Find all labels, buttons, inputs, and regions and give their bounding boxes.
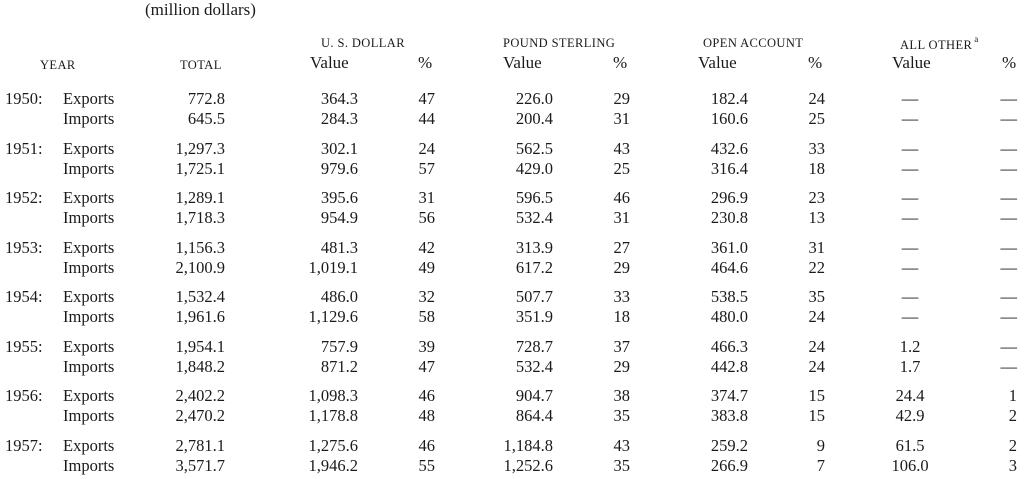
cell-gbp-value: 429.0	[515, 158, 553, 178]
cell-total: 645.5	[187, 109, 225, 128]
cell-other-value: —	[901, 257, 919, 277]
cell-usd-pct: 42	[418, 237, 435, 257]
cell-gbp-pct: 31	[613, 109, 630, 128]
cell-gbp-value: 904.7	[515, 386, 553, 405]
cell-open-value: 361.0	[710, 237, 748, 257]
cell-total: 2,470.2	[175, 406, 225, 425]
cell-gbp-value: 351.9	[515, 307, 553, 326]
row-kind: Exports	[63, 386, 115, 405]
row-kind: Imports	[63, 356, 115, 376]
cell-open-pct: 25	[808, 109, 825, 128]
cell-open-pct: 9	[816, 435, 825, 455]
header-value-other: Value	[892, 53, 931, 72]
cell-other-pct: —	[1000, 356, 1017, 376]
cell-gbp-value: 1,252.6	[503, 455, 553, 475]
cell-gbp-pct: 25	[613, 158, 630, 178]
header-value-usd: Value	[310, 53, 349, 72]
cell-other-pct: —	[1000, 89, 1017, 108]
row-kind: Imports	[63, 257, 115, 277]
cell-other-pct: —	[1000, 237, 1017, 257]
cell-open-pct: 35	[808, 287, 825, 306]
cell-gbp-pct: 43	[613, 435, 630, 455]
cell-gbp-value: 507.7	[515, 287, 553, 306]
cell-open-value: 442.8	[710, 356, 748, 376]
cell-usd-value: 1,275.6	[308, 435, 358, 455]
cell-other-pct: —	[1000, 336, 1017, 356]
cell-open-value: 316.4	[710, 158, 748, 178]
cell-usd-pct: 55	[418, 455, 435, 475]
cell-usd-value: 979.6	[320, 158, 358, 178]
cell-usd-value: 757.9	[320, 336, 358, 356]
cell-other-pct: —	[1000, 158, 1017, 178]
cell-usd-pct: 47	[418, 89, 435, 108]
cell-other-pct: —	[1000, 257, 1017, 277]
cell-usd-pct: 56	[418, 208, 435, 227]
cell-usd-pct: 32	[418, 287, 435, 306]
cell-total: 2,781.1	[175, 435, 225, 455]
cell-total: 772.8	[187, 89, 225, 108]
cell-gbp-pct: 46	[613, 188, 630, 207]
cell-gbp-pct: 33	[613, 287, 630, 306]
header-pct-other: %	[1002, 53, 1017, 72]
cell-gbp-pct: 38	[613, 386, 630, 405]
cell-open-value: 464.6	[710, 257, 748, 277]
cell-open-value: 466.3	[710, 336, 748, 356]
cell-open-pct: 15	[808, 386, 825, 405]
cell-open-value: 266.9	[710, 455, 748, 475]
cell-open-pct: 23	[808, 188, 825, 207]
cell-other-pct: 2	[1008, 406, 1017, 425]
row-kind: Exports	[63, 336, 115, 356]
cell-other-value: —	[901, 287, 919, 306]
cell-open-value: 296.9	[710, 188, 748, 207]
row-kind: Exports	[63, 435, 115, 455]
cell-usd-value: 1,098.3	[308, 386, 358, 405]
header-all-other	[900, 36, 979, 53]
row-year: 1954:	[5, 287, 43, 306]
row-kind: Imports	[63, 307, 115, 326]
cell-usd-pct: 31	[418, 188, 435, 207]
header-open-account: OPEN ACCOUNT	[703, 36, 804, 50]
cell-other-value: —	[901, 89, 919, 108]
cell-open-value: 432.6	[710, 138, 748, 158]
cell-gbp-pct: 27	[613, 237, 630, 257]
cell-other-value: 1.7	[899, 356, 921, 376]
header-value-gbp: Value	[503, 53, 542, 72]
row-year: 1955:	[5, 336, 43, 356]
cell-open-pct: 24	[808, 336, 825, 356]
cell-other-value: —	[901, 109, 919, 128]
cell-gbp-pct: 35	[613, 455, 630, 475]
row-kind: Imports	[63, 455, 115, 475]
cell-gbp-pct: 37	[613, 336, 630, 356]
cell-other-value: 42.9	[895, 406, 925, 425]
cell-gbp-pct: 35	[613, 406, 630, 425]
cell-other-value: —	[901, 188, 919, 207]
cell-open-pct: 15	[808, 406, 825, 425]
cell-gbp-value: 1,184.8	[503, 435, 553, 455]
cell-open-pct: 22	[808, 257, 825, 277]
cell-other-value: 24.4	[895, 386, 925, 405]
cell-gbp-pct: 29	[613, 89, 630, 108]
cell-usd-value: 1,178.8	[308, 406, 358, 425]
cell-gbp-value: 200.4	[515, 109, 553, 128]
cell-open-pct: 18	[808, 158, 825, 178]
cell-total: 1,289.1	[175, 188, 225, 207]
cell-other-value: —	[901, 158, 919, 178]
cell-gbp-pct: 31	[613, 208, 630, 227]
row-year: 1957:	[5, 435, 43, 455]
cell-usd-pct: 39	[418, 336, 435, 356]
cell-other-pct: —	[1000, 138, 1017, 158]
row-kind: Exports	[63, 237, 115, 257]
header-total: TOTAL	[180, 58, 222, 72]
cell-other-pct: —	[1000, 307, 1017, 326]
header-pct-gbp: %	[613, 53, 628, 72]
cell-usd-pct: 46	[418, 435, 435, 455]
cell-usd-value: 395.6	[320, 188, 358, 207]
row-kind: Exports	[63, 287, 115, 306]
row-year: 1956:	[5, 386, 43, 405]
cell-other-value: 1.2	[899, 336, 921, 356]
cell-total: 1,961.6	[175, 307, 225, 326]
cell-usd-value: 954.9	[320, 208, 358, 227]
cell-usd-value: 1,019.1	[308, 257, 358, 277]
cell-usd-value: 1,129.6	[308, 307, 358, 326]
header-us-dollar: U. S. DOLLAR	[321, 36, 405, 50]
cell-gbp-pct: 18	[613, 307, 630, 326]
cell-other-pct: 3	[1008, 455, 1017, 475]
cell-open-pct: 24	[808, 307, 825, 326]
cell-usd-pct: 46	[418, 386, 435, 405]
footnote-mark: a	[974, 34, 979, 44]
header-pct-usd: %	[418, 53, 433, 72]
cell-other-value: —	[901, 208, 919, 227]
header-value-open: Value	[698, 53, 737, 72]
row-kind: Imports	[63, 208, 115, 227]
unit-note: (million dollars)	[145, 0, 256, 19]
cell-other-value: —	[901, 237, 919, 257]
row-kind: Imports	[63, 406, 115, 425]
cell-other-pct: —	[1000, 208, 1017, 227]
row-year: 1951:	[5, 138, 43, 158]
cell-usd-value: 302.1	[320, 138, 358, 158]
cell-usd-pct: 57	[418, 158, 435, 178]
cell-open-pct: 33	[808, 138, 825, 158]
cell-usd-value: 481.3	[320, 237, 358, 257]
cell-total: 1,532.4	[175, 287, 225, 306]
cell-total: 3,571.7	[175, 455, 225, 475]
row-year: 1952:	[5, 188, 43, 207]
cell-open-pct: 31	[808, 237, 825, 257]
cell-other-value: 106.0	[891, 455, 929, 475]
cell-usd-pct: 49	[418, 257, 435, 277]
row-year: 1953:	[5, 237, 43, 257]
cell-gbp-pct: 43	[613, 138, 630, 158]
cell-gbp-value: 617.2	[515, 257, 553, 277]
cell-total: 1,848.2	[175, 356, 225, 376]
cell-gbp-pct: 29	[613, 356, 630, 376]
cell-other-value: —	[901, 138, 919, 158]
cell-open-value: 374.7	[710, 386, 748, 405]
row-kind: Exports	[63, 89, 115, 108]
cell-usd-pct: 47	[418, 356, 435, 376]
cell-other-value: 61.5	[895, 435, 925, 455]
header-pct-open: %	[808, 53, 823, 72]
cell-open-value: 383.8	[710, 406, 748, 425]
cell-total: 1,725.1	[175, 158, 225, 178]
row-kind: Exports	[63, 188, 115, 207]
cell-gbp-value: 226.0	[515, 89, 553, 108]
cell-open-value: 259.2	[710, 435, 748, 455]
header-pound-sterling: POUND STERLING	[503, 36, 616, 50]
cell-open-pct: 24	[808, 89, 825, 108]
cell-open-value: 480.0	[710, 307, 748, 326]
cell-usd-pct: 48	[418, 406, 435, 425]
cell-total: 1,954.1	[175, 336, 225, 356]
row-kind: Imports	[63, 158, 115, 178]
cell-gbp-value: 596.5	[515, 188, 553, 207]
cell-usd-pct: 58	[418, 307, 435, 326]
cell-usd-value: 364.3	[320, 89, 358, 108]
cell-other-pct: —	[1000, 188, 1017, 207]
cell-total: 1,297.3	[175, 138, 225, 158]
cell-usd-value: 486.0	[320, 287, 358, 306]
cell-total: 2,402.2	[175, 386, 225, 405]
cell-gbp-value: 532.4	[515, 356, 553, 376]
header-year: YEAR	[40, 58, 76, 72]
cell-gbp-value: 532.4	[515, 208, 553, 227]
cell-open-value: 538.5	[710, 287, 748, 306]
cell-other-pct: —	[1000, 287, 1017, 306]
cell-open-value: 230.8	[710, 208, 748, 227]
cell-open-value: 182.4	[710, 89, 748, 108]
cell-open-value: 160.6	[710, 109, 748, 128]
cell-gbp-value: 562.5	[515, 138, 553, 158]
row-kind: Exports	[63, 138, 115, 158]
cell-other-pct: 1	[1008, 386, 1017, 405]
cell-total: 1,718.3	[175, 208, 225, 227]
row-year: 1950:	[5, 89, 43, 108]
cell-total: 1,156.3	[175, 237, 225, 257]
cell-usd-value: 871.2	[320, 356, 358, 376]
cell-other-value: —	[901, 307, 919, 326]
cell-usd-pct: 44	[418, 109, 435, 128]
cell-usd-value: 1,946.2	[308, 455, 358, 475]
header-all-other-label: ALL OTHER	[900, 38, 973, 53]
cell-open-pct: 13	[808, 208, 825, 227]
cell-usd-pct: 24	[418, 138, 435, 158]
cell-other-pct: —	[1000, 109, 1017, 128]
cell-other-pct: 2	[1008, 435, 1017, 455]
cell-open-pct: 24	[808, 356, 825, 376]
cell-total: 2,100.9	[175, 257, 225, 277]
cell-gbp-value: 313.9	[515, 237, 553, 257]
row-kind: Imports	[63, 109, 115, 128]
cell-open-pct: 7	[816, 455, 825, 475]
cell-gbp-value: 864.4	[515, 406, 553, 425]
cell-gbp-pct: 29	[613, 257, 630, 277]
cell-gbp-value: 728.7	[515, 336, 553, 356]
cell-usd-value: 284.3	[320, 109, 358, 128]
